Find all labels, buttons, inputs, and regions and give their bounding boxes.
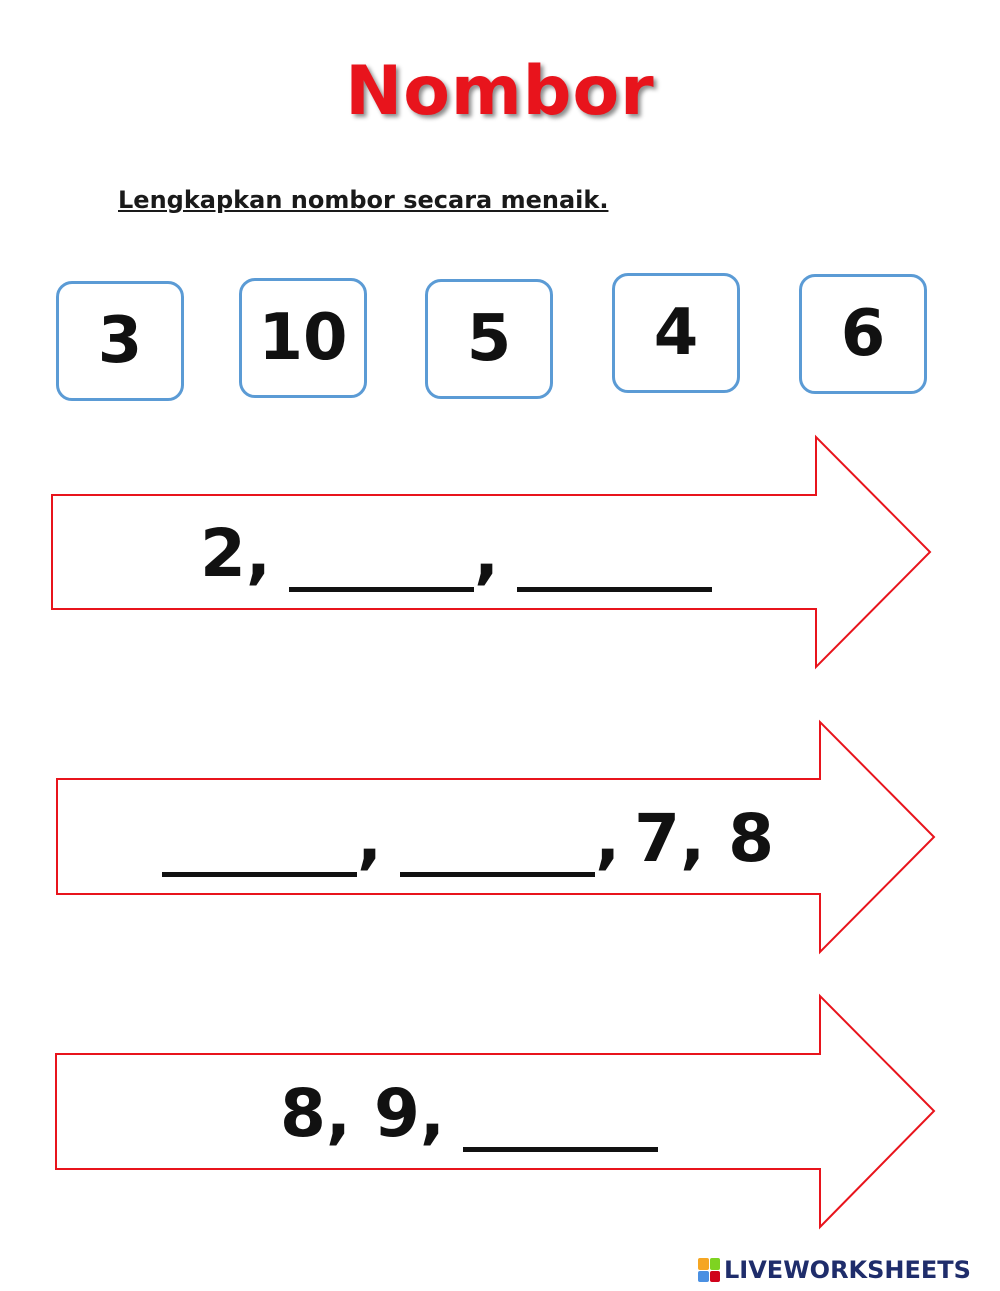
comma-separator: , <box>595 800 621 877</box>
given-numbers: 7, 8 <box>634 800 775 877</box>
number-tile-5[interactable]: 5 <box>425 279 553 399</box>
answer-input-2a[interactable] <box>162 816 357 877</box>
given-numbers: 8, 9, <box>280 1075 445 1152</box>
number-tile-10[interactable]: 10 <box>239 278 367 398</box>
number-tile-3[interactable]: 3 <box>56 281 184 401</box>
comma-separator: , <box>474 515 500 592</box>
brand-name: LIVEWORKSHEETS <box>724 1256 971 1284</box>
number-tile-4[interactable]: 4 <box>612 273 740 393</box>
answer-input-1b[interactable] <box>517 531 712 592</box>
comma-separator: , <box>357 800 383 877</box>
number-tile-6[interactable]: 6 <box>799 274 927 394</box>
sequence-row-2 <box>162 800 774 877</box>
liveworksheets-logo-icon <box>698 1258 720 1282</box>
answer-input-1a[interactable] <box>289 531 474 592</box>
given-numbers: 2, <box>200 515 271 592</box>
worksheet-title: Nombor <box>345 52 655 131</box>
sequence-row-1 <box>200 515 712 592</box>
sequence-row-3 <box>280 1075 658 1152</box>
instruction-text: Lengkapkan nombor secara menaik. <box>118 186 609 214</box>
answer-input-2b[interactable] <box>400 816 595 877</box>
answer-input-3a[interactable] <box>463 1091 658 1152</box>
liveworksheets-brand <box>698 1256 971 1284</box>
